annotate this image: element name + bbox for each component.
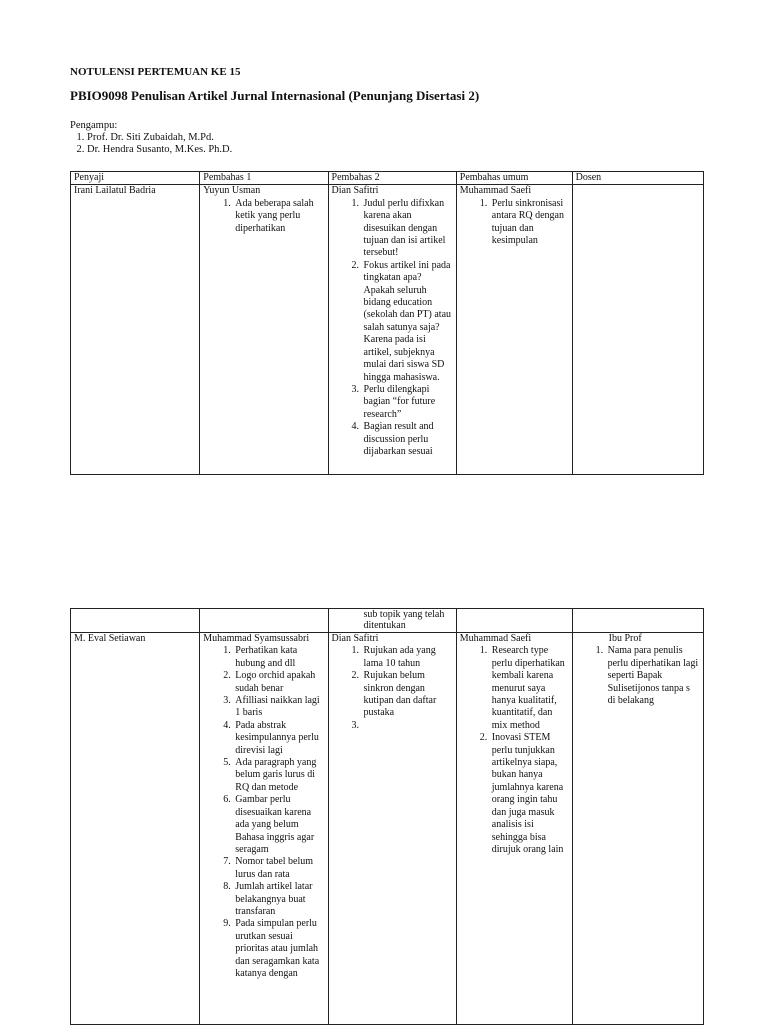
lecturer-cell (572, 633, 703, 1025)
comment-item (362, 720, 453, 732)
comment-item: 1. Rujukan ada yang lama 10 tahun (362, 645, 453, 670)
discussant-name: Dian Safitri (331, 185, 379, 197)
comment-item: 7. Nomor tabel belum lurus dan rata (233, 856, 324, 881)
continuation-text: sub topik yang telah ditentukan (363, 609, 445, 631)
comment-list (332, 645, 453, 732)
comment-list (460, 645, 569, 856)
comment-item: 1. Perlu sinkronisasi antara RQ dengan tujuan dan kesimpulan (490, 198, 569, 248)
comment-item: 3. Perlu dilengkapi bagian “for future research” (362, 384, 453, 421)
lecturer-list (70, 132, 232, 156)
table-row (71, 633, 704, 1025)
discussant-2-cell (328, 633, 456, 1025)
comment-list (576, 645, 700, 707)
comment-list (203, 645, 324, 980)
comment-list (203, 198, 324, 235)
comment-item: 3. Afilliasi naikkan lagi 1 baris (233, 695, 324, 720)
comment-item: 2. Rujukan belum sinkron dengan kutipan dan daftar pustaka (362, 670, 453, 720)
comment-list (460, 198, 569, 248)
header-pembahas-1: Pembahas 1 (200, 172, 328, 185)
presenter-name: M. Eval Setiawan (74, 633, 146, 644)
discussant-1-cell (200, 185, 328, 475)
lecturers-section (70, 120, 232, 156)
comment-item: 1. Judul perlu difixkan karena akan disesuikan dengan tujuan dan isi artikel tersebut! (362, 198, 453, 260)
header-dosen: Dosen (572, 172, 703, 185)
notes-table-2 (70, 608, 704, 1025)
comment-item: 8. Jumlah artikel latar belakangnya buat transfaran (233, 881, 324, 918)
general-discussant-cell (456, 185, 572, 475)
comment-item: 4. Pada abstrak kesimpulannya perlu direvisi lagi (233, 720, 324, 757)
header-pembahas-umum: Pembahas umum (456, 172, 572, 185)
lecturer-name: Ibu Prof (608, 633, 642, 644)
table-header-row (71, 172, 704, 185)
course-title: PBIO9098 Penulisan Artikel Jurnal Internasional (Penunjang Disertasi 2) (70, 88, 480, 103)
comment-item: 1. Perhatikan kata hubung and dll (233, 645, 324, 670)
comment-item: 5. Ada paragraph yang belum garis lurus di RQ dan metode (233, 757, 324, 794)
discussant-name: Muhammad Saefi (459, 185, 532, 197)
presenter-name: Irani Lailatul Badria (74, 185, 156, 197)
discussant-name: Dian Safitri (331, 633, 379, 644)
comment-item: 6. Gambar perlu disesuaikan karena ada yang belum Bahasa inggris agar seragam (233, 794, 324, 856)
lecturer-item: 2. Dr. Hendra Susanto, M.Kes. Ph.D. (87, 144, 232, 156)
lecturers-label: Pengampu: (70, 120, 118, 131)
page-title: NOTULENSI PERTEMUAN KE 15 (70, 66, 241, 78)
presenter-cell (71, 633, 200, 1025)
comment-item: 2. Fokus artikel ini pada tingkatan apa? Apakah seluruh bidang education (sekolah dan PT) atau salah satunya saja? Karena pada isi artikel, subjeknya mulai dari siswa SD hingga mahasiswa. (362, 260, 453, 384)
table-row (71, 185, 704, 475)
comment-item: 1. Ada beberapa salah ketik yang perlu diperhatikan (233, 198, 324, 235)
general-discussant-cell (456, 633, 572, 1025)
lecturer-cell (572, 185, 703, 475)
comment-item: 1. Nama para penulis perlu diperhatikan lagi seperti Bapak Sulisetijonos tanpa s di belakang (606, 645, 700, 707)
discussant-name: Muhammad Syamsussabri (203, 633, 310, 644)
lecturer-item: 1. Prof. Dr. Siti Zubaidah, M.Pd. (87, 132, 232, 144)
presenter-cell (71, 185, 200, 475)
comment-item: 2. Inovasi STEM perlu tunjukkan artikelnya siapa, bukan hanya jumlahnya karena orang ingin tahu dan juga masuk analisis isi sehingga bisa dirujuk orang lain (490, 732, 569, 856)
comment-item: 1. Research type perlu diperhatikan kembali karena menurut saya hanya kualitatif, kuantitatif, dan mix method (490, 645, 569, 732)
discussant-1-cell (200, 633, 328, 1025)
comment-list (332, 609, 453, 631)
continuation-row (71, 609, 704, 633)
discussant-name: Muhammad Saefi (459, 633, 532, 644)
comment-item: 4. Bagian result and discussion perlu dijabarkan sesuai (362, 421, 453, 458)
header-penyaji: Penyaji (71, 172, 200, 185)
discussant-2-cell (328, 185, 456, 475)
discussant-name: Yuyun Usman (203, 185, 261, 197)
notes-table-1 (70, 171, 704, 475)
comment-item: 2. Logo orchid apakah sudah benar (233, 670, 324, 695)
comment-item: 9. Pada simpulan perlu urutkan sesuai prioritas atau jumlah dan seragamkan kata katanya dengan (233, 918, 324, 980)
comment-list (332, 198, 453, 459)
header-pembahas-2: Pembahas 2 (328, 172, 456, 185)
